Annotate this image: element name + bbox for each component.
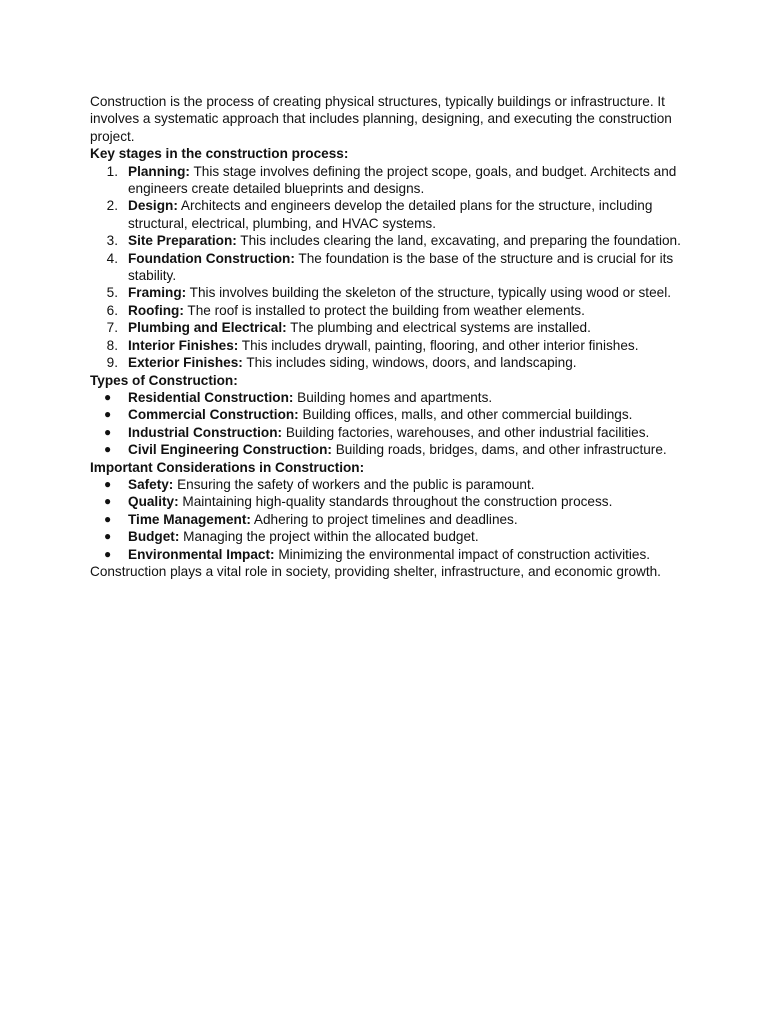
list-item-term: Residential Construction: bbox=[128, 389, 294, 405]
list-item-term: Design: bbox=[128, 198, 178, 214]
bullet-icon: ● bbox=[104, 546, 112, 561]
list-item bbox=[90, 528, 690, 545]
bullet-icon: ● bbox=[104, 476, 112, 491]
document-body bbox=[90, 93, 690, 580]
conclusion-paragraph: Construction plays a vital role in society, providing shelter, infrastructure, and economic growth. bbox=[90, 563, 661, 579]
list-item-term: Budget: bbox=[128, 529, 180, 545]
intro-paragraph: Construction is the process of creating physical structures, typically buildings or infrastructure. It involves a systematic approach that includes planning, designing, and executing the construction project. bbox=[90, 94, 672, 144]
list-item-term: Safety: bbox=[128, 476, 174, 492]
list-item-text: The roof is installed to protect the building from weather elements. bbox=[183, 302, 585, 318]
stages-heading: Key stages in the construction process: bbox=[90, 146, 349, 162]
list-item bbox=[90, 337, 690, 354]
list-item-text: Adhering to project timelines and deadlines. bbox=[250, 511, 518, 527]
list-number: 7. bbox=[106, 320, 118, 336]
list-item bbox=[90, 476, 690, 493]
list-item-term: Framing: bbox=[128, 285, 187, 301]
list-item-text: This includes siding, windows, doors, and landscaping. bbox=[242, 355, 577, 371]
list-item bbox=[90, 424, 690, 441]
list-item bbox=[90, 232, 690, 249]
list-item-term: Quality: bbox=[128, 494, 179, 510]
list-item-term: Civil Engineering Construction: bbox=[128, 442, 332, 458]
types-list bbox=[90, 389, 690, 459]
list-item-term: Industrial Construction: bbox=[128, 424, 283, 440]
list-item bbox=[90, 406, 690, 423]
stages-list bbox=[90, 163, 690, 372]
list-number: 4. bbox=[106, 250, 118, 266]
bullet-icon: ● bbox=[104, 389, 112, 404]
list-item-term: Plumbing and Electrical: bbox=[128, 320, 287, 336]
list-item-term: Commercial Construction: bbox=[128, 407, 299, 423]
types-heading: Types of Construction: bbox=[90, 372, 238, 388]
list-item-text: This includes clearing the land, excavating, and preparing the foundation. bbox=[236, 233, 681, 249]
list-item-term: Roofing: bbox=[128, 302, 184, 318]
list-item bbox=[90, 511, 690, 528]
list-item-term: Exterior Finishes: bbox=[128, 355, 243, 371]
list-item-text: Maintaining high-quality standards throughout the construction process. bbox=[178, 494, 613, 510]
list-item-text: Building factories, warehouses, and other industrial facilities. bbox=[282, 424, 650, 440]
list-item-term: Planning: bbox=[128, 163, 190, 179]
list-item-text: Managing the project within the allocated budget. bbox=[179, 529, 479, 545]
list-item-text: The plumbing and electrical systems are installed. bbox=[286, 320, 591, 336]
list-item-term: Interior Finishes: bbox=[128, 337, 239, 353]
list-item bbox=[90, 441, 690, 458]
list-item-term: Site Preparation: bbox=[128, 233, 237, 249]
list-item bbox=[90, 163, 690, 198]
list-item bbox=[90, 546, 690, 563]
list-item-term: Foundation Construction: bbox=[128, 250, 295, 266]
bullet-icon: ● bbox=[104, 511, 112, 526]
list-item-text: Building offices, malls, and other commercial buildings. bbox=[298, 407, 633, 423]
bullet-icon: ● bbox=[104, 407, 112, 422]
list-item-term: Environmental Impact: bbox=[128, 546, 275, 562]
list-item bbox=[90, 319, 690, 336]
list-item-text: This involves building the skeleton of the structure, typically using wood or steel. bbox=[186, 285, 672, 301]
bullet-icon: ● bbox=[104, 424, 112, 439]
list-item-text: Building roads, bridges, dams, and other infrastructure. bbox=[331, 442, 667, 458]
list-item-text: This includes drywall, painting, flooring, and other interior finishes. bbox=[238, 337, 639, 353]
list-number: 3. bbox=[106, 233, 118, 249]
list-item bbox=[90, 302, 690, 319]
list-number: 9. bbox=[106, 355, 118, 371]
list-item-text: The foundation is the base of the structure and is crucial for its stability. bbox=[128, 250, 674, 284]
list-item bbox=[90, 284, 690, 301]
list-item bbox=[90, 389, 690, 406]
list-item-term: Time Management: bbox=[128, 511, 251, 527]
list-number: 8. bbox=[106, 337, 118, 353]
list-item-text: Minimizing the environmental impact of construction activities. bbox=[274, 546, 651, 562]
bullet-icon: ● bbox=[104, 442, 112, 457]
considerations-list bbox=[90, 476, 690, 563]
considerations-heading: Important Considerations in Construction: bbox=[90, 459, 365, 475]
list-number: 1. bbox=[106, 163, 118, 179]
list-item bbox=[90, 250, 690, 285]
list-number: 2. bbox=[106, 198, 118, 214]
list-item-text: Ensuring the safety of workers and the public is paramount. bbox=[173, 476, 535, 492]
list-number: 5. bbox=[106, 285, 118, 301]
bullet-icon: ● bbox=[104, 494, 112, 509]
list-item bbox=[90, 493, 690, 510]
list-item bbox=[90, 197, 690, 232]
list-number: 6. bbox=[106, 302, 118, 318]
list-item-text: This stage involves defining the project scope, goals, and budget. Architects and engineers create detailed blueprints and designs. bbox=[128, 163, 677, 197]
list-item-text: Architects and engineers develop the detailed plans for the structure, including structural, electrical, plumbing, and HVAC systems. bbox=[128, 198, 653, 231]
list-item-text: Building homes and apartments. bbox=[293, 389, 493, 405]
list-item bbox=[90, 354, 690, 371]
bullet-icon: ● bbox=[104, 529, 112, 544]
